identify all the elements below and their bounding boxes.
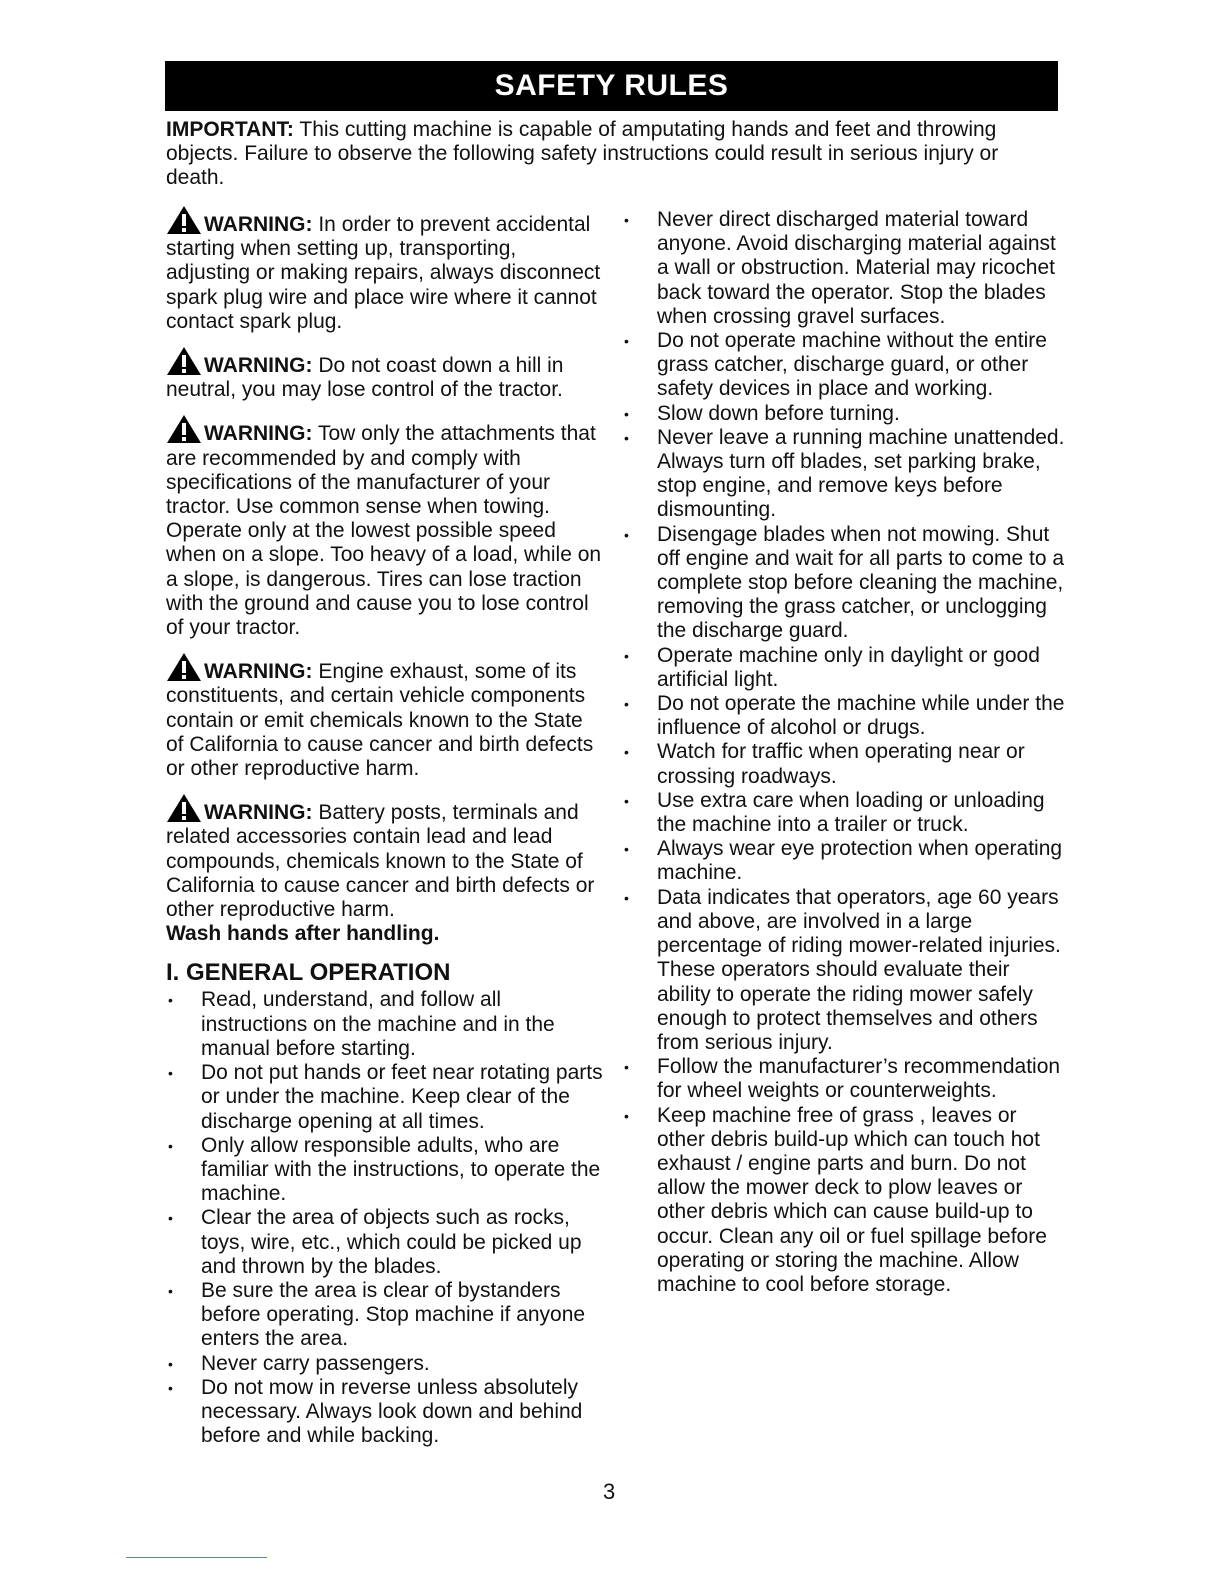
safety-alert-icon [166, 205, 202, 235]
list-item: • Do not mow in reverse unless absolutely necessary. Always look down and behind before and while backing. [166, 1376, 606, 1449]
general-operation-list-right [622, 208, 1067, 1297]
warning-block [166, 205, 606, 334]
list-item: • Be sure the area is clear of bystanders before operating. Stop machine if anyone enters the area. [166, 1279, 606, 1352]
warning-block [166, 793, 606, 946]
warning-block [166, 346, 606, 402]
list-item: • Never leave a running machine unattended. Always turn off blades, set parking brake, stop engine, and remove keys before dismounting. [622, 426, 1067, 523]
warning-label: WARNING: [204, 213, 313, 236]
right-column [622, 208, 1067, 1297]
list-item: • Keep machine free of grass , leaves or other debris build-up which can touch hot exhaust / engine parts and burn. Do not allow the mower deck to plow leaves or other debris which can cause build-up to occur. Clean any oil or fuel spillage before operating or storing the machine. Allow machine to cool before storage. [622, 1104, 1067, 1298]
warning-text: Engine exhaust, some of its constituents, and certain vehicle components contain or emit chemicals known to the State of California to cause cancer and birth defects or other reproductive harm. [166, 660, 594, 781]
left-column [166, 205, 606, 1448]
warning-trailing-text: Wash hands after handling. [166, 922, 440, 946]
warning-text: Tow only the attachments that are recommended by and comply with specifications of the manufacturer of your tractor. Use common sense when towing. Operate only at the lowest possible speed when on a slope. Too heavy of a load, while on a slope, is dangerous. Tires can lose traction with the ground and cause you to lose control of your tractor. [166, 422, 602, 640]
list-item: • Read, understand, and follow all instructions on the machine and in the manual before starting. [166, 988, 606, 1061]
list-item: • Use extra care when loading or unloading the machine into a trailer or truck. [622, 789, 1067, 837]
warning-label: WARNING: [204, 354, 313, 378]
list-item: • Always wear eye protection when operating machine. [622, 837, 1067, 885]
warning-block [166, 652, 606, 781]
list-item: • Do not operate the machine while under the influence of alcohol or drugs. [622, 692, 1067, 740]
list-item: • Never carry passengers. [166, 1352, 606, 1376]
important-label: IMPORTANT: [166, 118, 294, 141]
warning-label: WARNING: [204, 801, 313, 825]
safety-alert-icon [166, 652, 202, 682]
safety-alert-icon [166, 793, 202, 823]
page-number: 3 [603, 1479, 616, 1504]
general-operation-list-left [166, 988, 606, 1448]
warning-text: Battery posts, terminals and related accessories contain lead and lead compounds, chemicals known to the State of California to cause cancer and birth defects or other reproductive harm. [166, 801, 595, 922]
list-item: • Watch for traffic when operating near or crossing roadways. [622, 740, 1067, 788]
list-item: • Never direct discharged material toward anyone. Avoid discharging material against a wall or obstruction. Material may ricochet back toward the operator. Stop the blades when crossing gravel surfaces. [622, 208, 1067, 329]
list-item: • Operate machine only in daylight or good artificial light. [622, 644, 1067, 692]
list-item: • Follow the manufacturer’s recommendation for wheel weights or counterweights. [622, 1055, 1067, 1103]
warning-block [166, 414, 606, 640]
warning-label: WARNING: [204, 660, 313, 684]
list-item: • Disengage blades when not mowing. Shut off engine and wait for all parts to come to a complete stop before cleaning the machine, removing the grass catcher, or unclogging the discharge guard. [622, 523, 1067, 644]
important-text: This cutting machine is capable of amputating hands and feet and throwing objects. Failure to observe the following safety instructions could result in serious injury or death. [166, 118, 999, 189]
list-item: • Only allow responsible adults, who are familiar with the instructions, to operate the machine. [166, 1134, 606, 1207]
warning-text: In order to prevent accidental starting when setting up, transporting, adjusting or making repairs, always disconnect spark plug wire and place wire where it cannot contact spark plug. [166, 213, 601, 333]
footer-line [126, 1557, 267, 1558]
list-item: • Data indicates that operators, age 60 years and above, are involved in a large percentage of riding mower-related injuries. These operators should evaluate their ability to operate the riding mower safely enough to protect themselves and others from serious injury. [622, 886, 1067, 1055]
list-item: • Slow down before turning. [622, 402, 1067, 426]
list-item: • Do not put hands or feet near rotating parts or under the machine. Keep clear of the discharge opening at all times. [166, 1061, 606, 1134]
section-title-general-operation: I. GENERAL OPERATION [166, 959, 451, 987]
safety-alert-icon [166, 346, 202, 376]
list-item: • Clear the area of objects such as rocks, toys, wire, etc., which could be picked up and thrown by the blades. [166, 1206, 606, 1279]
warning-label: WARNING: [204, 422, 313, 446]
safety-alert-icon [166, 414, 202, 444]
important-notice [166, 118, 1056, 190]
warnings-list [166, 205, 606, 946]
list-item: • Do not operate machine without the entire grass catcher, discharge guard, or other safety devices in place and working. [622, 329, 1067, 402]
warning-text: Do not coast down a hill in neutral, you may lose control of the tractor. [166, 354, 564, 402]
safety-rules-banner: SAFETY RULES [165, 61, 1058, 111]
